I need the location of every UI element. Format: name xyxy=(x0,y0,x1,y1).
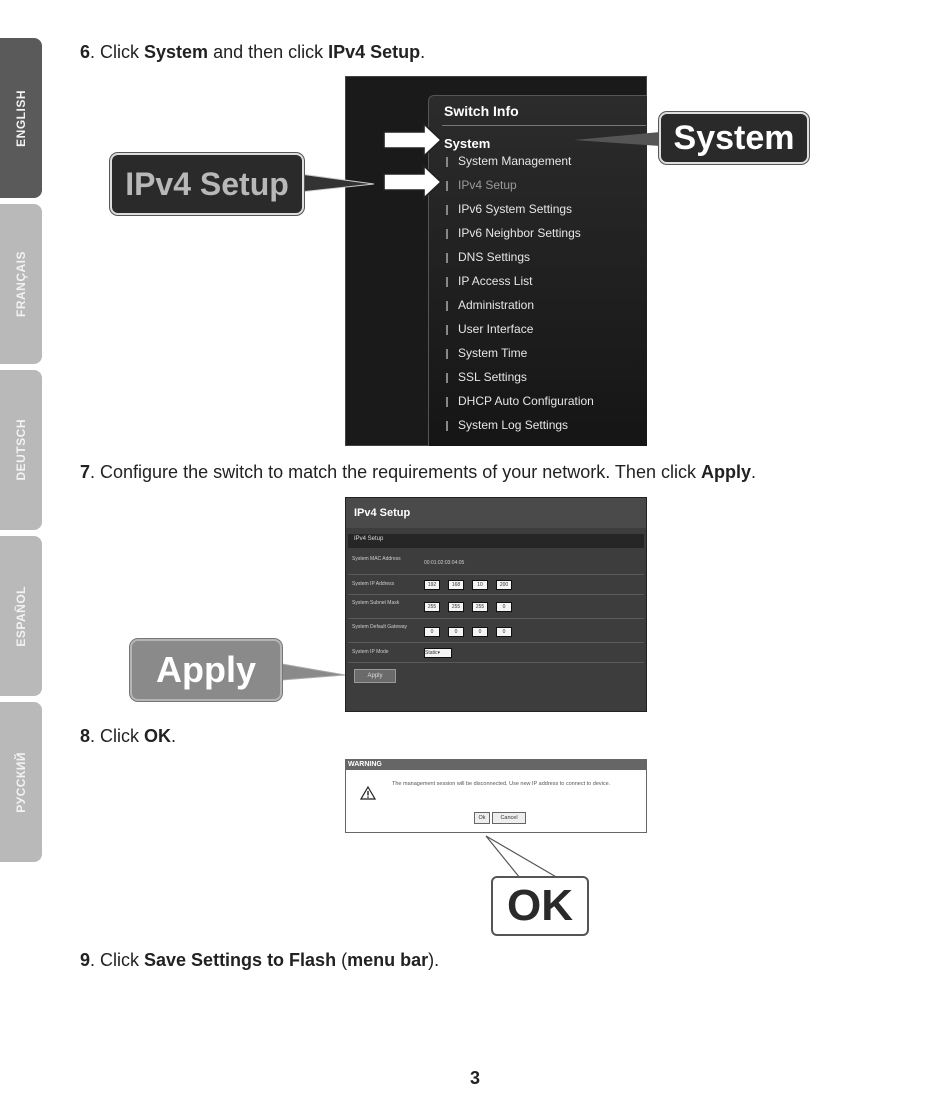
ok-callout-pointer xyxy=(486,836,558,878)
chevron-down-icon: ▾ xyxy=(437,650,441,656)
menu-item-system-time[interactable]: System Time xyxy=(458,346,528,360)
menu-item-dhcp-auto-configuration[interactable]: DHCP Auto Configuration xyxy=(458,394,594,408)
callout-ipv4-setup: IPv4 Setup xyxy=(110,153,304,215)
row-ip-address: System IP Address 192 168 10 200 xyxy=(348,576,644,595)
menu-title: Switch Info xyxy=(444,103,519,119)
lang-tab-english[interactable]: ENGLISH xyxy=(0,38,42,198)
callout-apply: Apply xyxy=(130,639,282,701)
callout-ok: OK xyxy=(491,876,589,936)
ip-octet-1[interactable]: 192 xyxy=(424,580,440,590)
step-9-text: 9. Click Save Settings to Flash (menu bar). xyxy=(80,950,440,970)
row-mac-address: System MAC Address 00:01:02:03:04:05 xyxy=(348,552,644,575)
warning-icon xyxy=(360,786,376,800)
ip-octet-2[interactable]: 168 xyxy=(448,580,464,590)
menu-item-ip-access-list[interactable]: IP Access List xyxy=(458,274,533,288)
gateway-octet-4[interactable]: 0 xyxy=(496,627,512,637)
gateway-octet-1[interactable]: 0 xyxy=(424,627,440,637)
ip-mode-select[interactable]: Static▾ xyxy=(424,648,452,658)
menu-item-ssl-settings[interactable]: SSL Settings xyxy=(458,370,527,384)
row-ip-mode: System IP Mode Static▾ xyxy=(348,644,644,663)
ip-octet-3[interactable]: 10 xyxy=(472,580,488,590)
step-7-text: 7. Configure the switch to match the requirements of your network. Then click Apply. xyxy=(80,462,756,482)
row-subnet-mask: System Subnet Mask 255 255 255 0 xyxy=(348,596,644,619)
step-6-text: 6. Click System and then click IPv4 Setup. xyxy=(80,42,426,62)
lang-tab-deutsch[interactable]: DEUTSCH xyxy=(0,370,42,530)
menu-item-ipv6-system-settings[interactable]: IPv6 System Settings xyxy=(458,202,573,216)
apply-callout-pointer xyxy=(282,664,345,680)
mask-octet-1[interactable]: 255 xyxy=(424,602,440,612)
menu-item-ipv4-setup[interactable]: IPv4 Setup xyxy=(458,178,517,192)
lang-tab-espanol[interactable]: ESPAÑOL xyxy=(0,536,42,696)
warning-dialog-screenshot xyxy=(345,759,647,833)
setup-header: IPv4 Setup xyxy=(346,498,646,528)
menu-item-system-management[interactable]: System Management xyxy=(458,154,572,168)
warning-dialog-header: WARNING xyxy=(346,760,646,770)
menu-item-ipv6-neighbor-settings[interactable]: IPv6 Neighbor Settings xyxy=(458,226,581,240)
gateway-octet-3[interactable]: 0 xyxy=(472,627,488,637)
ipv4-callout-pointer xyxy=(300,174,374,192)
menu-item-system-log-settings[interactable]: System Log Settings xyxy=(458,418,569,432)
lang-tab-francais[interactable]: FRANÇAIS xyxy=(0,204,42,364)
menu-item-administration[interactable]: Administration xyxy=(458,298,535,312)
step-8-text: 8. Click OK. xyxy=(80,726,177,746)
system-callout-pointer xyxy=(574,132,660,146)
apply-button[interactable]: Apply xyxy=(354,669,396,683)
warning-message: The management session will be disconnected. Use new IP address to connect to device. xyxy=(392,781,611,787)
arrow-to-system-icon xyxy=(384,124,441,156)
arrow-to-ipv4-icon xyxy=(384,166,441,198)
row-default-gateway: System Default Gateway 0 0 0 0 xyxy=(348,620,644,643)
ip-octet-4[interactable]: 200 xyxy=(496,580,512,590)
setup-subheader: IPv4 Setup xyxy=(348,534,644,548)
mask-octet-3[interactable]: 255 xyxy=(472,602,488,612)
lang-tab-russian[interactable]: РУССКИЙ xyxy=(0,702,42,862)
ipv4-setup-screenshot xyxy=(345,497,647,712)
page-number: 3 xyxy=(469,1068,480,1088)
menu-section-system[interactable]: System xyxy=(444,136,491,151)
callout-system: System xyxy=(659,112,809,164)
mask-octet-2[interactable]: 255 xyxy=(448,602,464,612)
mask-octet-4[interactable]: 0 xyxy=(496,602,512,612)
menu-item-user-interface[interactable]: User Interface xyxy=(458,322,534,336)
menu-item-dns-settings[interactable]: DNS Settings xyxy=(458,250,531,264)
cancel-button[interactable]: Cancel xyxy=(492,812,526,824)
ok-button[interactable]: Ok xyxy=(474,812,490,824)
gateway-octet-2[interactable]: 0 xyxy=(448,627,464,637)
